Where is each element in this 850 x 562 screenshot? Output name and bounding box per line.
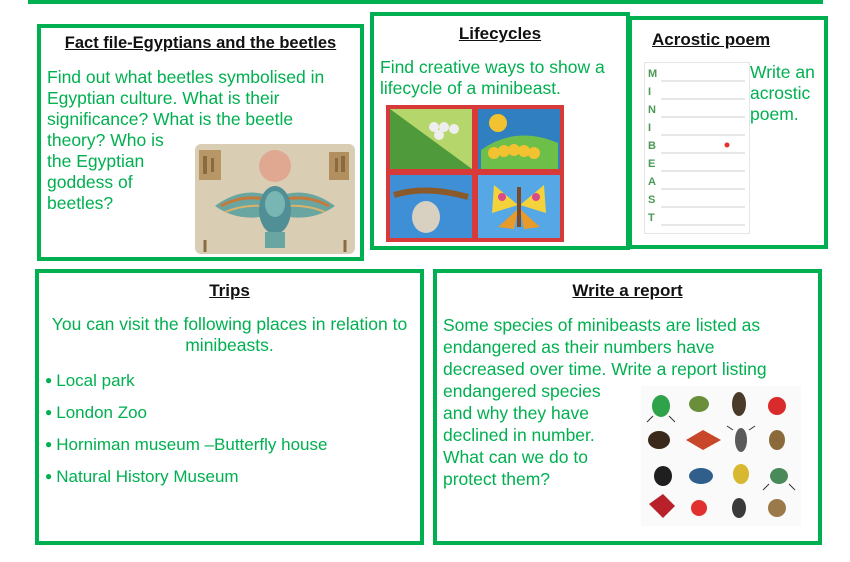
scarab-artwork-icon [195, 144, 355, 254]
acrostic-line: Write an [750, 62, 815, 82]
trips-intro-line: minibeasts. [185, 335, 274, 355]
fact-file-line: the Egyptian [47, 151, 145, 171]
acrostic-text [750, 62, 826, 125]
trips-intro [39, 314, 420, 356]
acrostic-letter: I [648, 86, 652, 98]
list-item [45, 428, 327, 460]
acrostic-line: acrostic [750, 83, 811, 103]
trips-title: Trips [209, 281, 250, 300]
acrostic-worksheet [644, 62, 750, 234]
acrostic-card [628, 16, 828, 249]
list-item [45, 364, 327, 396]
lifecycles-line: Find creative ways to show a [380, 57, 605, 77]
report-title: Write a report [572, 281, 683, 300]
trips-intro-line: You can visit the following places in relation to [51, 314, 408, 334]
fact-file-line: beetles? [47, 193, 114, 213]
fact-file-card [37, 24, 364, 261]
fact-file-line: goddess of [47, 172, 133, 192]
acrostic-letter: I [648, 122, 652, 134]
bullet-icon: ● [45, 373, 53, 387]
fact-file-line: significance? What is the beetle [47, 109, 294, 129]
acrostic-letter: N [648, 104, 656, 116]
trips-card [35, 269, 424, 545]
acrostic-letter: S [648, 194, 656, 206]
acrostic-letter: A [648, 176, 656, 188]
bullet-icon: ● [45, 469, 53, 483]
acrostic-letter: T [648, 212, 655, 224]
lifecycles-title: Lifecycles [458, 24, 542, 43]
report-line: Some species of minibeasts are listed as [443, 315, 761, 335]
report-line: protect them? [443, 469, 550, 489]
acrostic-line: poem. [750, 104, 799, 124]
bullet-icon: ● [45, 405, 53, 419]
bullet-icon: ● [45, 437, 53, 451]
report-line: decreased over time. Write a report listing [443, 359, 767, 379]
fact-file-line: Egyptian culture. What is their [47, 88, 280, 108]
trips-list [45, 364, 327, 492]
fact-file-title: Fact file-Egyptians and the beetles [64, 34, 337, 52]
report-line: What can we do to [443, 447, 588, 467]
insects-grid-icon [641, 386, 801, 526]
lifecycle-collage-icon [386, 105, 564, 242]
trip-item-label: London Zoo [56, 403, 147, 422]
trip-item-label: Natural History Museum [56, 467, 239, 486]
acrostic-letter: E [648, 158, 656, 170]
report-line: and why they have [443, 403, 589, 423]
list-item [45, 460, 327, 492]
trip-item-label: Horniman museum –Butterfly house [56, 435, 328, 454]
acrostic-title: Acrostic poem [652, 30, 771, 49]
lifecycles-line: lifecycle of a minibeast. [380, 78, 561, 98]
report-line: endangered as their numbers have [443, 337, 715, 357]
list-item [45, 396, 327, 428]
report-card [433, 269, 822, 545]
fact-file-line: Find out what beetles symbolised in [47, 67, 325, 87]
lifecycles-card [370, 12, 630, 250]
report-line: endangered species [443, 381, 601, 401]
fact-file-line: theory? Who is [47, 130, 164, 150]
lifecycles-text [380, 57, 625, 99]
trip-item-label: Local park [56, 371, 135, 390]
report-line: declined in number. [443, 425, 595, 445]
acrostic-letter: B [648, 140, 656, 152]
acrostic-letter: M [648, 68, 658, 80]
top-accent-bar [28, 0, 823, 4]
